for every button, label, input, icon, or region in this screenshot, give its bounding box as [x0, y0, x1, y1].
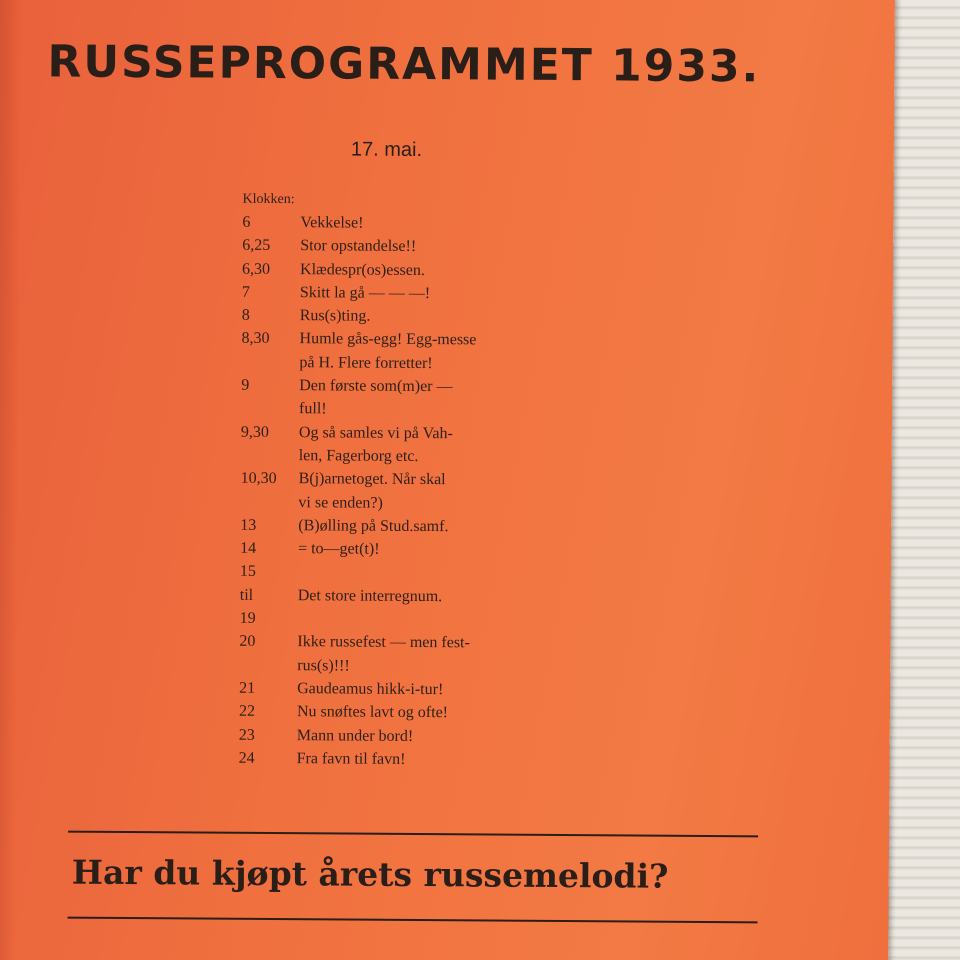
schedule-text: Stor opstandelse!! [300, 237, 417, 256]
schedule-time: 6,25 [242, 237, 271, 255]
schedule-row [239, 653, 569, 679]
date-heading: 17. mai. [350, 138, 423, 162]
schedule-row [241, 327, 571, 353]
schedule-row [241, 420, 571, 446]
schedule-time: 9,30 [240, 423, 269, 441]
schedule-list [239, 211, 573, 772]
schedule-row [242, 281, 572, 307]
schedule-text: Rus(s)ting. [299, 307, 371, 325]
schedule-time: 14 [240, 539, 257, 558]
schedule-row [241, 467, 571, 493]
schedule-time: 20 [239, 633, 256, 651]
schedule-text: Og så samles vi på Vah- [298, 423, 453, 442]
schedule-text: Mann under bord! [296, 726, 414, 745]
schedule-row [240, 490, 570, 516]
schedule-time: 15 [239, 563, 257, 581]
schedule-text: vi se enden?) [298, 493, 383, 512]
schedule-text: B(j)arnetoget. Når skal [298, 470, 446, 489]
schedule-row [241, 374, 571, 400]
page-title: RUSSEPROGRAMMET 1933. [47, 36, 761, 93]
schedule-row [241, 351, 571, 377]
schedule-row [239, 747, 569, 773]
schedule-text: Klædespr(os)essen. [299, 260, 425, 279]
schedule-row [241, 397, 571, 423]
schedule-time: 24 [238, 749, 255, 767]
schedule-time: 22 [238, 702, 256, 721]
schedule-text: Gaudeamus hikk-i-tur! [297, 680, 444, 699]
schedule-row [242, 234, 572, 260]
schedule-row [240, 560, 570, 586]
schedule-time: 21 [239, 679, 256, 697]
footer-rule-top [68, 831, 758, 838]
footer-question: Har du kjøpt årets russemelodi? [71, 852, 669, 896]
schedule-time: 19 [239, 609, 256, 627]
schedule-row [239, 677, 569, 703]
schedule-text: Fra favn til favn! [296, 749, 406, 768]
schedule-text: len, Fagerborg etc. [298, 447, 419, 465]
schedule-text: Nu snøftes lavt og ofte! [296, 703, 449, 722]
schedule-text: Det store interregnum. [297, 586, 443, 605]
schedule-text: Ikke russefest — men fest- [297, 633, 470, 652]
footer-rule-bottom [68, 917, 758, 924]
schedule-time: til [239, 586, 254, 604]
schedule-row [239, 700, 569, 726]
schedule-row [239, 630, 569, 656]
schedule-time: 8 [241, 306, 250, 325]
schedule-row [242, 304, 572, 330]
schedule-text: Vekkelse! [300, 214, 364, 232]
schedule-text: (B)ølling på Stud.samf. [298, 517, 449, 536]
schedule-time: 6,30 [242, 260, 271, 278]
schedule-text: på H. Flere forretter! [299, 353, 433, 372]
schedule-row [240, 584, 570, 610]
schedule-row [241, 444, 571, 470]
schedule-time: 6 [242, 213, 251, 231]
schedule-time: 9 [241, 376, 250, 394]
schedule-text: Den første som(m)er — [299, 377, 453, 396]
schedule-row [242, 211, 572, 237]
schedule-row [242, 257, 572, 283]
page-fold-shadow [0, 0, 22, 960]
schedule-text: Humle gås-egg! Egg-messe [299, 330, 477, 349]
schedule-time: 7 [241, 283, 250, 301]
schedule-text: = to—get(t)! [298, 540, 380, 558]
schedule-row [240, 607, 570, 633]
schedule-row [239, 723, 569, 749]
schedule-text: Skitt la gå — — —! [299, 284, 431, 302]
schedule-text: rus(s)!!! [297, 656, 350, 675]
schedule-time: 10,30 [240, 470, 277, 488]
schedule-row [240, 514, 570, 540]
schedule-time: 8,30 [241, 330, 270, 348]
schedule-time: 13 [240, 516, 257, 534]
schedule-text: full! [299, 400, 327, 418]
klokken-label: Klokken: [242, 191, 295, 208]
schedule-row [240, 537, 570, 563]
schedule-time: 23 [238, 726, 255, 744]
